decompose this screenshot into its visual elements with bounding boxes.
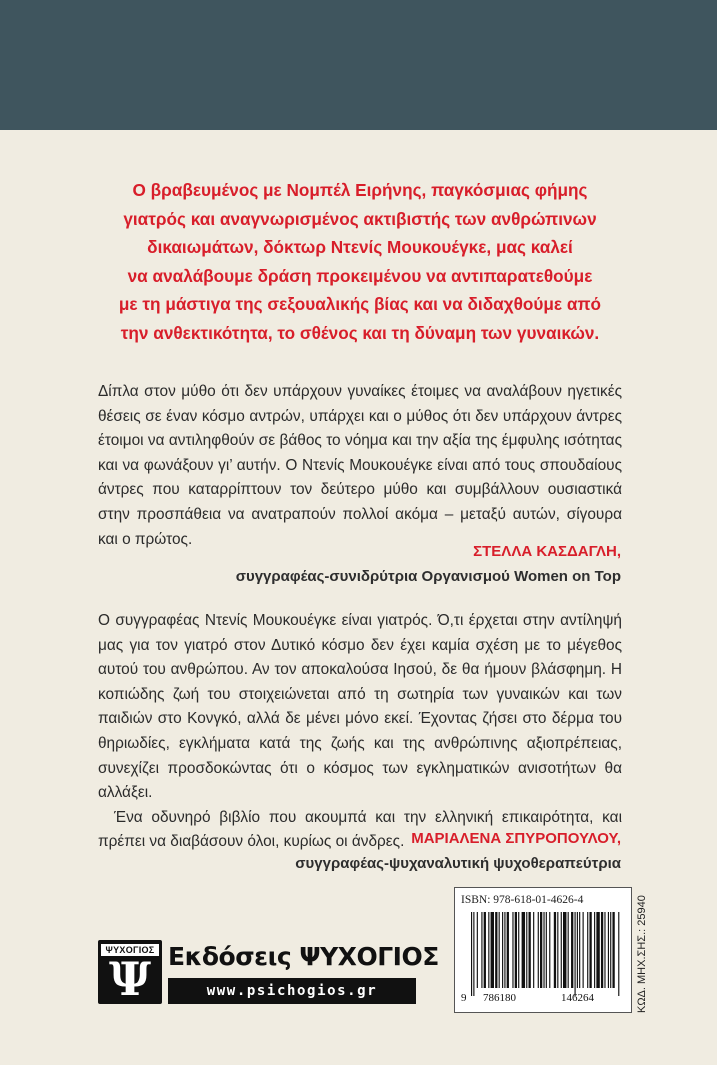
barcode-bar [484,912,486,988]
barcode-icon [459,912,629,996]
publisher-name: Εκδόσεις ΨΥΧΟΓΙΟΣ [168,942,439,971]
barcode-bar [608,912,609,988]
barcode-bar [473,912,474,996]
barcode-bar [604,912,605,988]
barcode-bar [512,912,513,988]
barcode-bar [612,912,614,988]
barcode-bar [546,912,547,988]
barcode-bar [529,912,531,988]
barcode-bar [499,912,500,988]
barcode-bar [481,912,482,988]
quote-kasdagli-attribution [236,539,621,589]
barcode-digits [455,992,633,1008]
barcode-bar [502,912,503,988]
barcode-digit-group: 786180 [483,992,516,1004]
barcode-bar [568,912,569,988]
intro-line: την ανθεκτικότητα, το σθένος και τη δύναμη των γυναικών. [120,322,600,343]
barcode-bar [522,912,525,988]
barcode-bar [618,912,619,996]
barcode-bar [491,912,494,988]
psi-icon: Ψ [108,952,151,1006]
barcode-bar [575,912,576,996]
barcode-bar [583,912,584,988]
barcode-bar [549,912,550,988]
barcode-bar [589,912,591,988]
author-name: ΜΑΡΙΑΛΕΝΑ ΣΠΥΡΟΠΟΥΛΟΥ, [411,830,621,847]
barcode-bar [504,912,505,988]
barcode-bar [495,912,497,988]
publisher-block [98,938,439,1006]
product-code: ΚΩΔ. ΜΗΧ.ΣΗΣ.: 25940 [636,895,648,1013]
barcode-bar [488,912,489,988]
barcode-bar [515,912,517,988]
barcode-digit-group: 146264 [561,992,594,1004]
intro-line: με τη μάστιγα της σεξουαλικής βίας και να διδαχθούμε από [118,294,602,315]
author-role: συγγραφέας-συνιδρύτρια Οργανισμού Women on Top [235,568,621,585]
logo-word: ΨΥΧΟΓΙΟΣ [101,944,159,956]
quote-paragraph: Ένα οδυνηρό βιβλίο που ακουμπά και την ελληνική επικαιρότητα, και πρέπει να διαβάσουν όλοι, κυρίως οι άνδρες. [98,808,622,851]
quote-paragraph: Ο συγγραφέας Ντενίς Μουκουέγκε είναι γιατρός. Ό,τι έρχεται στην αντίληψή μας για τον γιατρό στον Δυτικό κόσμο δεν έχει καμία σχέση με το μέγεθος αυτού του ανθρώπου. Αν τον αποκαλούσα Ιησού, δε θα ήμουν βλάσφημη. Η κοπιώδης ζωή του στοιχειώνεται από τη σωτηρία των γυναικών και των παιδιών στο Κονγκό, αλλά δε μένει μόνο εκεί. Έχοντας ζήσει στο δέρμα του θηριωδίες, εγκλήματα κατά της ζωής και της ανθρώπινης αξιοπρέπειας, συνεχίζει προσδοκώντας ότι ο κόσμος των εγκληματικών ανισοτήτων θα αλλάξει. [98,612,622,802]
barcode-bar [507,912,509,988]
quote-spyropoulou-attribution [295,826,621,876]
barcode-bar [477,912,478,988]
publisher-logo [98,940,162,1004]
intro-line: να αναλάβουμε δράση προκειμένου να αντιπαρατεθούμε [127,265,593,286]
barcode-bar [594,912,595,988]
barcode-bar [557,912,558,988]
barcode-bar [577,912,578,988]
quote-text: Δίπλα στον μύθο ότι δεν υπάρχουν γυναίκες έτοιμες να αναλάβουν ηγετικές θέσεις σε έναν κόσμο αντρών, υπάρχει και ο μύθος ότι δεν υπάρχουν άντρες έτοιμοι να αντιληφθούν σε βάθος το νόημα και την αξία της έμφυλης ισότητας και να φωνάξουν γι’ αυτήν. Ο Ντενίς Μουκουέγκε είναι από τους σπουδαίους άντρες που καταρρίπτουν τον δεύτερο μύθο και συμβάλλουν ουσιαστικά στην προσπάθεια να ανατραπούν πολλοί ακόμα – μεταξύ αυτών, σίγουρα και ο πρώτος. [98,383,622,548]
quote-kasdagli [98,380,622,552]
barcode-bar [601,912,603,988]
intro-blurb [90,176,630,348]
author-name: ΣΤΕΛΛΑ ΚΑΣΔΑΓΛΗ, [473,543,621,560]
barcode-bar [543,912,544,988]
top-color-band [0,0,717,130]
intro-line: Ο βραβευμένος με Νομπέλ Ειρήνης, παγκόσμιας φήμης [132,180,588,200]
publisher-url: www.psichogios.gr [168,978,416,1004]
barcode-bar [540,912,542,988]
author-role: συγγραφέας-ψυχαναλυτική ψυχοθεραπεύτρια [295,855,621,872]
intro-line: γιατρός και αναγνωρισμένος ακτιβιστής των ανθρώπινων [123,208,597,229]
barcode-bar [471,912,472,996]
barcode-bar [554,912,556,988]
quote-spyropoulou [98,609,622,855]
isbn-text: ISBN: 978-618-01-4626-4 [461,894,584,906]
barcode-bar [610,912,611,988]
barcode-bar [526,912,527,988]
barcode-bar [533,912,534,988]
barcode-bar [587,912,588,988]
barcode-bar [538,912,539,988]
isbn-barcode [454,887,632,1013]
barcode-bar [518,912,519,988]
barcode-bar [579,912,580,988]
barcode-bar [561,912,562,988]
barcode-bar [563,912,566,988]
barcode-bar [571,912,573,988]
barcode-digit-group: 9 [461,992,467,1004]
intro-line: δικαιωμάτων, δόκτωρ Ντενίς Μουκουέγκε, μας καλεί [147,237,573,258]
barcode-bar [596,912,599,988]
